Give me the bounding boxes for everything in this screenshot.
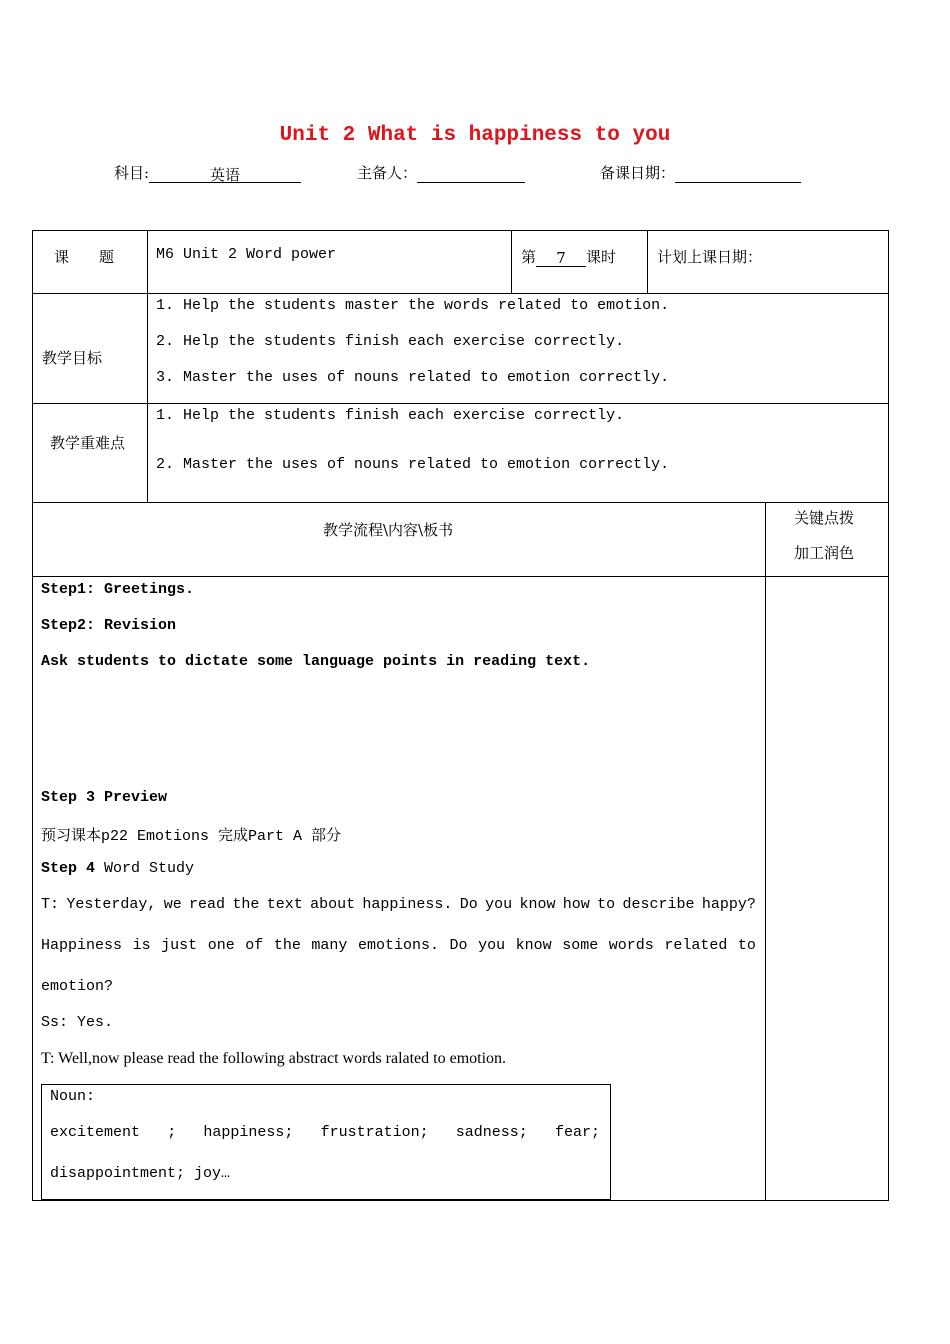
word: Do bbox=[459, 896, 478, 913]
notes-header-line1: 关键点拨 bbox=[794, 509, 855, 527]
word: know bbox=[515, 937, 552, 954]
word: to bbox=[737, 937, 756, 954]
difficulties-label: 教学重难点 bbox=[50, 434, 126, 452]
objective-item: 1. Help the students master the words related to emotion. bbox=[156, 297, 670, 314]
noun-box bbox=[41, 1084, 611, 1200]
process-header: 教学流程\内容\板书 bbox=[323, 521, 454, 539]
word: describe bbox=[622, 896, 695, 913]
date-field bbox=[600, 162, 801, 183]
word: happy? bbox=[701, 896, 756, 913]
word: Do bbox=[449, 937, 468, 954]
objective-item: 2. Help the students finish each exercise correctly. bbox=[156, 333, 625, 350]
student-reply: Ss: Yes. bbox=[41, 1014, 114, 1031]
step4-heading bbox=[41, 860, 194, 877]
word: ; bbox=[167, 1124, 177, 1141]
step3-text: 预习课本p22 Emotions 完成Part A 部分 bbox=[41, 828, 342, 845]
teacher-line-2 bbox=[41, 937, 756, 954]
preparer-field bbox=[357, 162, 525, 183]
page-title: Unit 2 What is happiness to you bbox=[279, 124, 671, 147]
word: T: bbox=[41, 896, 60, 913]
word: emotions. bbox=[357, 937, 439, 954]
word: just bbox=[161, 937, 198, 954]
word: is bbox=[132, 937, 151, 954]
lesson-number-field bbox=[521, 246, 616, 267]
word: happiness. bbox=[362, 896, 453, 913]
word: excitement bbox=[50, 1124, 141, 1141]
preparer-blank bbox=[417, 164, 525, 183]
preparer-label: 主备人： bbox=[357, 164, 418, 182]
plan-date-label: 计划上课日期： bbox=[657, 248, 763, 266]
word: of bbox=[245, 937, 264, 954]
word: Happiness bbox=[41, 937, 123, 954]
date-label: 备课日期： bbox=[600, 164, 676, 182]
teacher-instruction: T: Well,now please read the following abstract words ralated to emotion. bbox=[41, 1050, 507, 1067]
step2-text: Ask students to dictate some language points in reading text. bbox=[41, 653, 591, 670]
word: the bbox=[273, 937, 301, 954]
noun-label: Noun: bbox=[50, 1088, 96, 1105]
teacher-line-3: emotion? bbox=[41, 978, 114, 995]
word: happiness; bbox=[203, 1124, 294, 1141]
date-blank bbox=[675, 164, 801, 183]
topic-label: 课 题 bbox=[54, 248, 115, 266]
word: words bbox=[608, 937, 654, 954]
noun-row-2: disappointment; joy… bbox=[50, 1165, 231, 1182]
word: sadness; bbox=[455, 1124, 528, 1141]
word: Yesterday, bbox=[66, 896, 157, 913]
subject-label: 科目: bbox=[114, 164, 150, 182]
subject-field bbox=[114, 162, 301, 183]
objectives-label: 教学目标 bbox=[42, 349, 103, 367]
step4-prefix: Step 4 bbox=[41, 860, 96, 877]
word: text bbox=[266, 896, 303, 913]
step1-heading: Step1: Greetings. bbox=[41, 581, 195, 598]
word: some bbox=[562, 937, 599, 954]
noun-row-1 bbox=[50, 1124, 600, 1141]
objective-item: 3. Master the uses of nouns related to emotion correctly. bbox=[156, 369, 670, 386]
step2-heading: Step2: Revision bbox=[41, 617, 177, 634]
word: how bbox=[562, 896, 590, 913]
word: you bbox=[478, 937, 506, 954]
word: related bbox=[664, 937, 728, 954]
step4-suffix: Word Study bbox=[95, 860, 195, 877]
word: frustration; bbox=[320, 1124, 429, 1141]
word: one bbox=[207, 937, 235, 954]
lesson-suffix: 课时 bbox=[586, 248, 617, 266]
teacher-line-1 bbox=[41, 896, 756, 913]
word: the bbox=[232, 896, 260, 913]
lesson-prefix: 第 bbox=[521, 248, 537, 266]
step3-heading: Step 3 Preview bbox=[41, 789, 168, 806]
word: know bbox=[519, 896, 556, 913]
topic-value: M6 Unit 2 Word power bbox=[156, 246, 337, 263]
word: fear; bbox=[554, 1124, 600, 1141]
difficulty-item: 1. Help the students finish each exercise correctly. bbox=[156, 407, 625, 424]
word: you bbox=[485, 896, 513, 913]
word: read bbox=[189, 896, 226, 913]
lesson-number: 7 bbox=[536, 249, 586, 267]
word: about bbox=[310, 896, 356, 913]
word: we bbox=[163, 896, 182, 913]
subject-value: 英语 bbox=[149, 164, 301, 183]
word: to bbox=[597, 896, 616, 913]
word: many bbox=[311, 937, 348, 954]
difficulty-item: 2. Master the uses of nouns related to emotion correctly. bbox=[156, 456, 670, 473]
notes-header-line2: 加工润色 bbox=[794, 544, 855, 562]
